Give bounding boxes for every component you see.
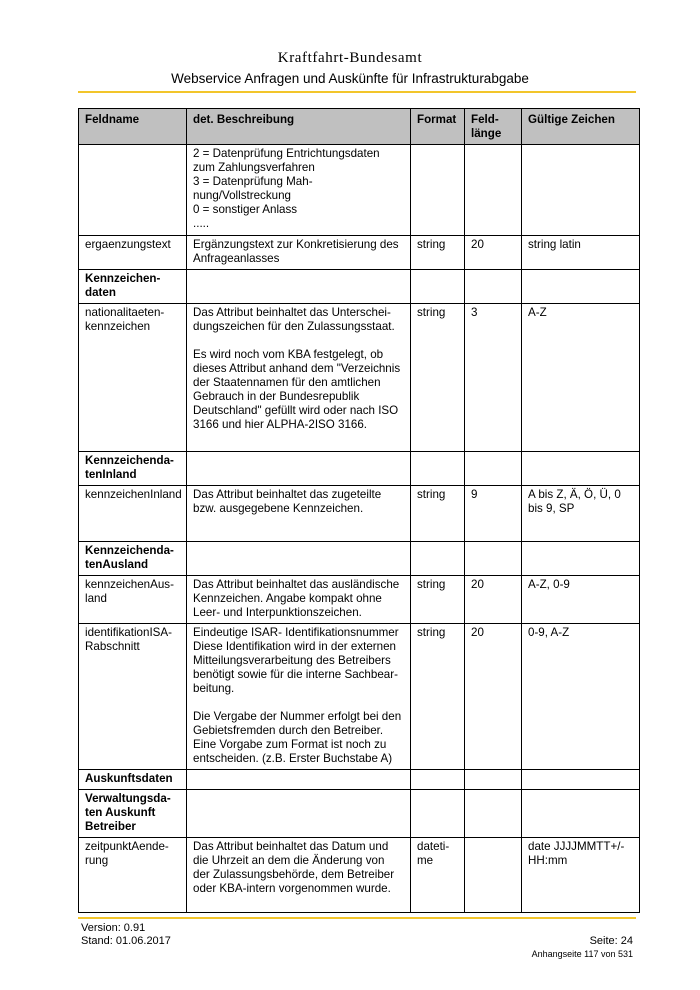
empty-cell <box>411 452 465 486</box>
description-paragraph: Eindeutige ISAR- Identifikationsnummer Diese Identifikation wird in der externen Mitteilungsverarbeitung des Betreibers benötigt sowie für die interne Sachbear- beitung. <box>193 626 399 695</box>
col-header-format: Format <box>411 109 465 145</box>
cell-beschreibung <box>187 304 411 452</box>
section-row <box>79 770 640 790</box>
cell-feldlaenge: 20 <box>465 624 522 770</box>
cell-format: string <box>411 236 465 270</box>
section-label: Kennzeichenda- tenInland <box>79 452 187 486</box>
empty-cell <box>465 770 522 790</box>
cell-gueltige-zeichen: 0-9, A-Z <box>522 624 640 770</box>
footer-version: Version: 0.91 <box>81 922 146 934</box>
cell-feldname: nationalitaeten- kennzeichen <box>79 304 187 452</box>
table-row <box>79 304 640 452</box>
section-row <box>79 270 640 304</box>
empty-cell <box>465 790 522 838</box>
cell-beschreibung <box>187 576 411 624</box>
empty-cell <box>522 270 640 304</box>
empty-cell <box>187 270 411 304</box>
footer-rule <box>78 917 636 919</box>
description-paragraph: Das Attribut beinhaltet das zugeteilte bzw. ausgegebene Kennzeichen. <box>193 488 382 515</box>
cell-beschreibung <box>187 145 411 236</box>
cell-format: string <box>411 576 465 624</box>
description-paragraph: Das Attribut beinhaltet das Unterschei- dungszeichen für den Zulassungsstaat. <box>193 306 395 333</box>
empty-cell <box>411 542 465 576</box>
cell-feldname <box>79 145 187 236</box>
cell-format: dateti- me <box>411 838 465 913</box>
cell-gueltige-zeichen: A-Z, 0-9 <box>522 576 640 624</box>
cell-feldname: kennzeichenAus- land <box>79 576 187 624</box>
table-row <box>79 486 640 542</box>
cell-feldlaenge <box>465 145 522 236</box>
description-paragraph: Die Vergabe der Nummer erfolgt bei den Gebietsfremden durch den Betreiber. Eine Vorgabe zum Format ist noch zu entscheiden. (z.B. Erster Buchstabe A) <box>193 710 402 765</box>
cell-feldname: identifikationISA- Rabschnitt <box>79 624 187 770</box>
table-body <box>79 145 640 913</box>
description-paragraph: Ergänzungstext zur Konkretisierung des Anfrageanlasses <box>193 238 399 265</box>
table-row <box>79 838 640 913</box>
empty-cell <box>465 542 522 576</box>
table-row <box>79 576 640 624</box>
empty-cell <box>522 790 640 838</box>
footer-annex-page: Anhangseite 117 von 531 <box>531 949 633 959</box>
field-spec-table <box>78 108 640 913</box>
description-paragraph: Das Attribut beinhaltet das Datum und die Uhrzeit an dem die Änderung von der Zulassungsbehörde, dem Betreiber oder KBA-intern vorgenommen wurde. <box>193 840 395 895</box>
footer-right <box>532 935 633 961</box>
cell-format: string <box>411 486 465 542</box>
cell-gueltige-zeichen <box>522 145 640 236</box>
empty-cell <box>411 770 465 790</box>
cell-feldlaenge: 9 <box>465 486 522 542</box>
description-paragraph: Es wird noch vom KBA festgelegt, ob dieses Attribut anhand dem "Verzeichnis der Staatennamen für den amtlichen Gebrauch in der Bundesrepublik Deutschland" gefüllt wird oder nach ISO 3166 und hier ALPHA-2ISO 3166. <box>193 348 401 431</box>
empty-cell <box>411 790 465 838</box>
empty-cell <box>522 770 640 790</box>
empty-cell <box>465 270 522 304</box>
empty-cell <box>411 270 465 304</box>
section-label: Kennzeichen- daten <box>79 270 187 304</box>
cell-gueltige-zeichen: A bis Z, Ä, Ö, Ü, 0 bis 9, SP <box>522 486 640 542</box>
header-organization: Kraftfahrt-Bundesamt <box>277 50 423 66</box>
empty-cell <box>187 770 411 790</box>
description-paragraph: Das Attribut beinhaltet das ausländische Kennzeichen. Angabe kompakt ohne Leer- und Interpunktionszeichen. <box>193 578 400 619</box>
empty-cell <box>187 452 411 486</box>
table-header-row <box>79 109 640 145</box>
cell-beschreibung <box>187 486 411 542</box>
footer-stand: Stand: 01.06.2017 <box>81 935 171 947</box>
empty-cell <box>522 542 640 576</box>
cell-gueltige-zeichen: A-Z <box>522 304 640 452</box>
cell-format: string <box>411 304 465 452</box>
header-title: Webservice Anfragen und Auskünfte für Infrastrukturabgabe <box>171 71 529 86</box>
cell-beschreibung <box>187 236 411 270</box>
cell-feldname: zeitpunktAende- rung <box>79 838 187 913</box>
cell-beschreibung <box>187 838 411 913</box>
cell-format: string <box>411 624 465 770</box>
footer-left <box>81 922 171 948</box>
section-row <box>79 542 640 576</box>
cell-feldname: kennzeichenInland <box>79 486 187 542</box>
cell-feldlaenge <box>465 838 522 913</box>
table-row <box>79 624 640 770</box>
cell-feldlaenge: 20 <box>465 236 522 270</box>
cell-feldname: ergaenzungstext <box>79 236 187 270</box>
header-rule <box>78 91 636 93</box>
cell-feldlaenge: 20 <box>465 576 522 624</box>
col-header-feldname: Feldname <box>79 109 187 145</box>
cell-format <box>411 145 465 236</box>
col-header-gueltige-zeichen: Gültige Zeichen <box>522 109 640 145</box>
cell-beschreibung <box>187 624 411 770</box>
cell-gueltige-zeichen: date JJJJMMTT+/- HH:mm <box>522 838 640 913</box>
empty-cell <box>187 790 411 838</box>
cell-feldlaenge: 3 <box>465 304 522 452</box>
cell-gueltige-zeichen: string latin <box>522 236 640 270</box>
section-row <box>79 452 640 486</box>
empty-cell <box>187 542 411 576</box>
section-label: Kennzeichenda- tenAusland <box>79 542 187 576</box>
footer-page: Seite: 24 <box>589 935 633 947</box>
section-label: Auskunftsdaten <box>79 770 187 790</box>
table-row <box>79 236 640 270</box>
section-label: Verwaltungsda- ten Auskunft Betreiber <box>79 790 187 838</box>
description-paragraph: 2 = Datenprüfung Entrichtungsdaten zum Zahlungsverfahren 3 = Datenprüfung Mah- nung/Vollstreckung 0 = sonstiger Anlass ..... <box>193 147 380 230</box>
empty-cell <box>522 452 640 486</box>
section-row <box>79 790 640 838</box>
table-row <box>79 145 640 236</box>
empty-cell <box>465 452 522 486</box>
col-header-feldlaenge: Feld- länge <box>465 109 522 145</box>
col-header-beschreibung: det. Beschreibung <box>187 109 411 145</box>
